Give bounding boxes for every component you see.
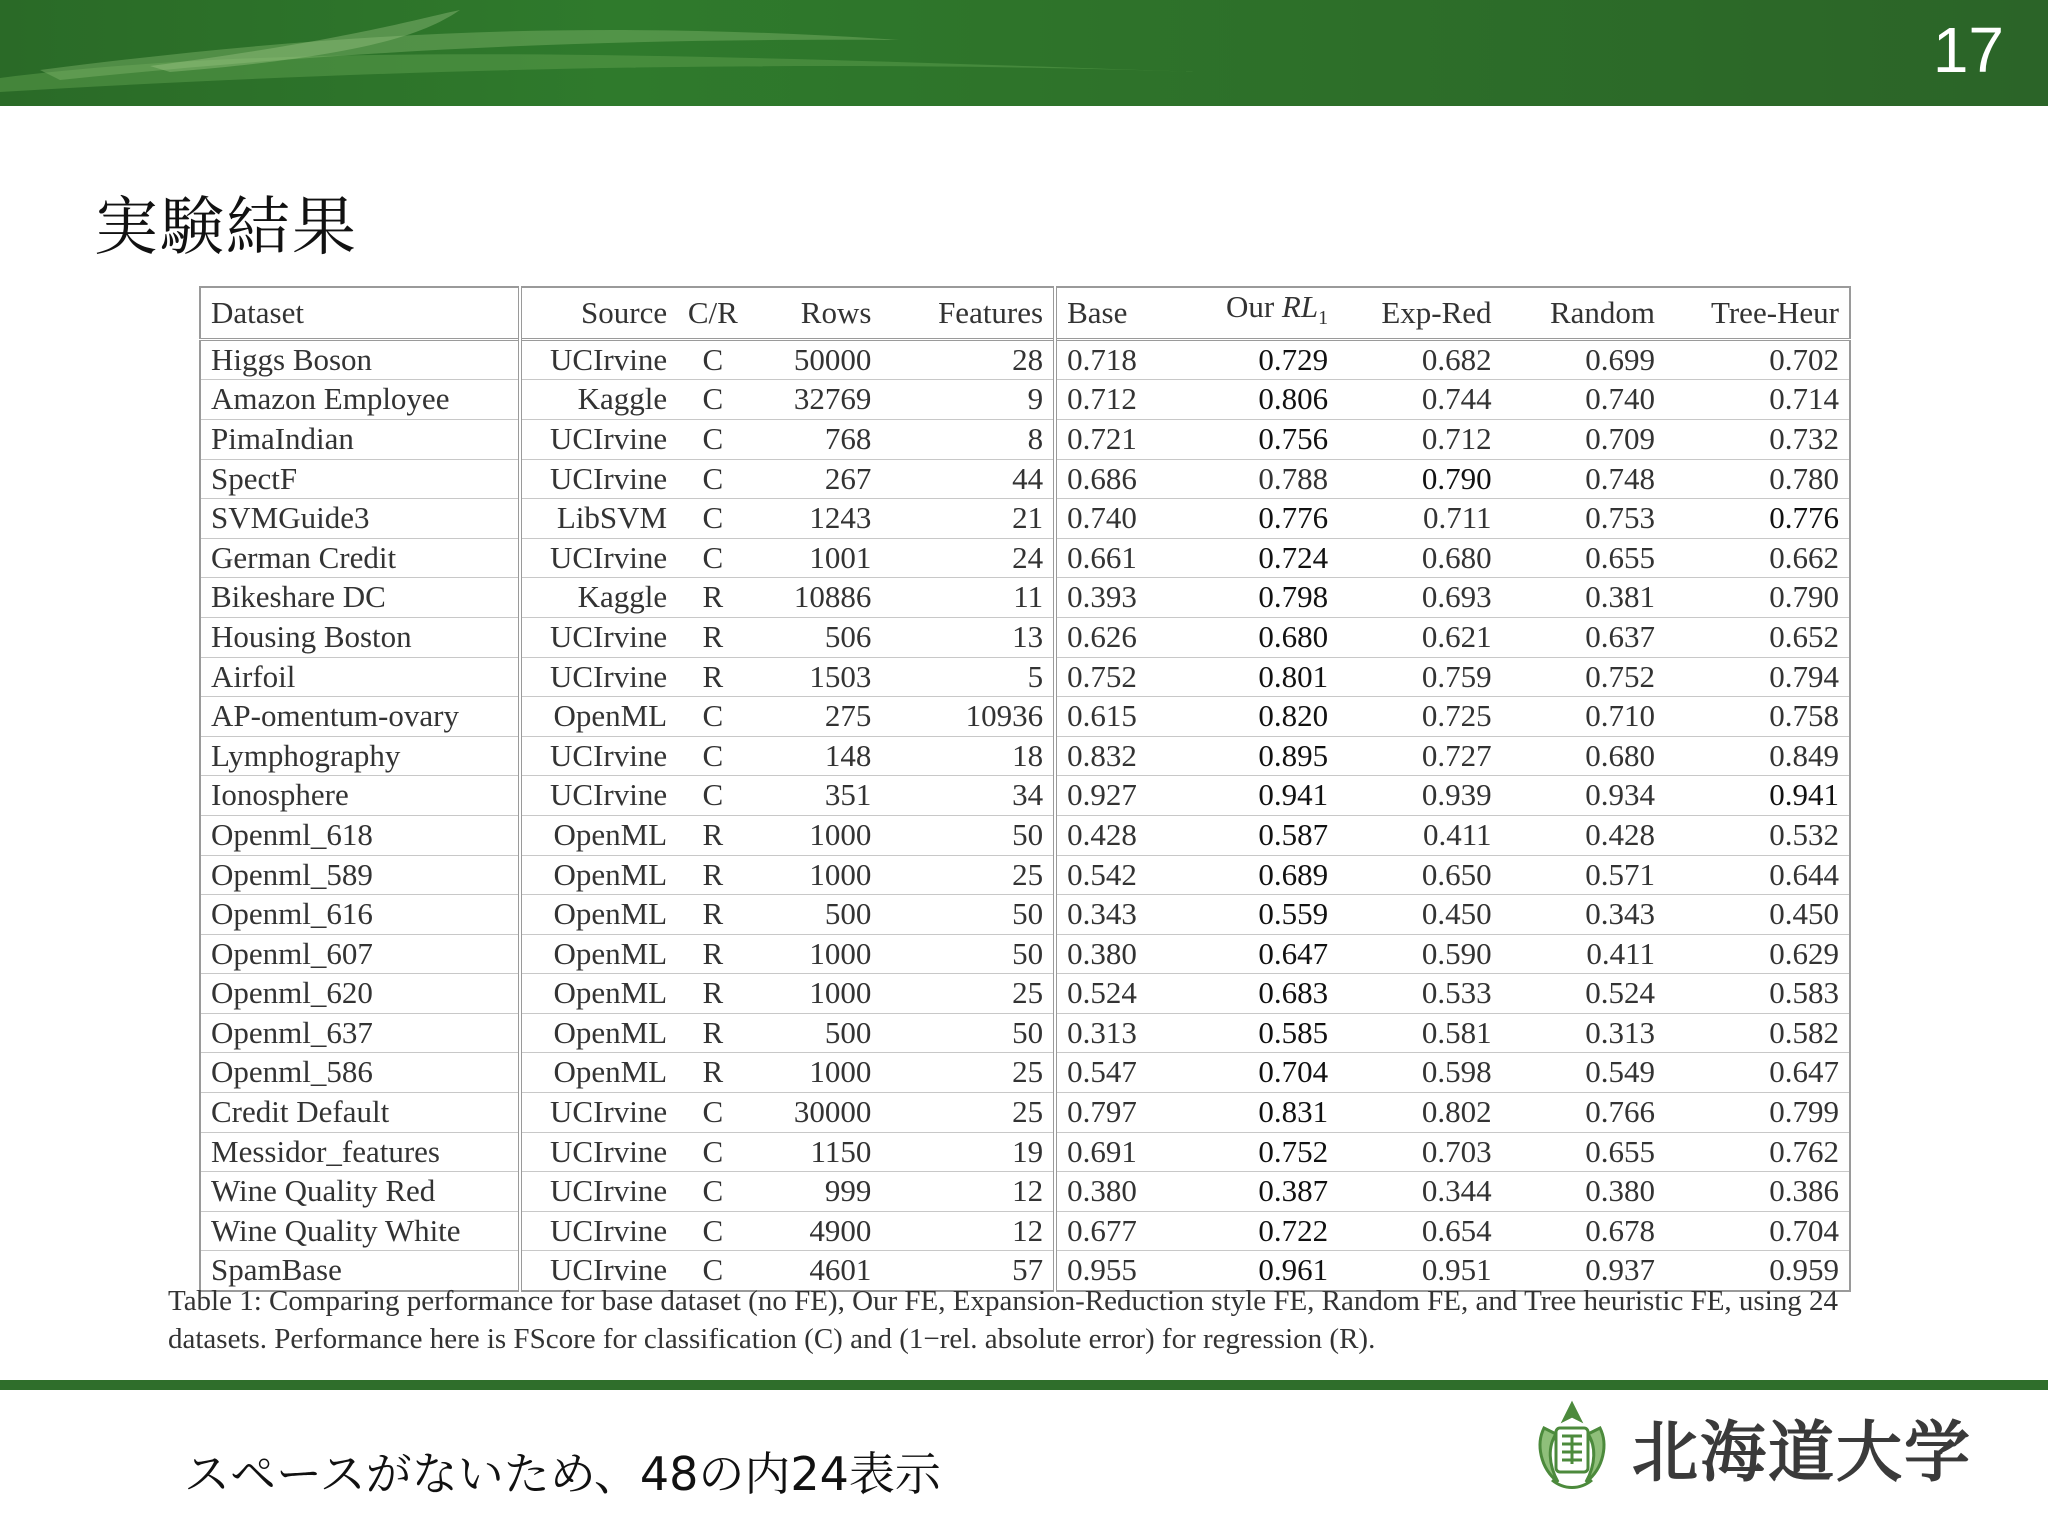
header-cr: C/R — [677, 287, 748, 339]
table-row — [200, 697, 1850, 737]
cell-random: 0.709 — [1502, 419, 1665, 459]
table-row — [200, 459, 1850, 499]
cell-base: 0.615 — [1055, 697, 1175, 737]
cell-random: 0.710 — [1502, 697, 1665, 737]
cell-source: OpenML — [520, 974, 677, 1014]
cell-rows: 506 — [749, 617, 882, 657]
cell-exp: 0.590 — [1338, 934, 1501, 974]
cell-base: 0.677 — [1055, 1211, 1175, 1251]
cell-base: 0.927 — [1055, 776, 1175, 816]
cell-base: 0.752 — [1055, 657, 1175, 697]
cell-dataset: Bikeshare DC — [200, 578, 520, 618]
table-row — [200, 855, 1850, 895]
cell-exp: 0.680 — [1338, 538, 1501, 578]
cell-rows: 275 — [749, 697, 882, 737]
cell-features: 8 — [881, 419, 1055, 459]
cell-ours: 0.729 — [1258, 341, 1329, 377]
cell-source: UCIrvine — [520, 339, 677, 380]
slide-title: 実験結果 — [94, 191, 358, 265]
cell-source: UCIrvine — [520, 459, 677, 499]
cell-source: UCIrvine — [520, 1251, 677, 1291]
table-row — [200, 974, 1850, 1014]
cell-dataset: Openml_616 — [200, 895, 520, 935]
cell-tree: 0.758 — [1665, 697, 1850, 737]
table-row — [200, 1172, 1850, 1212]
results-table — [199, 286, 1851, 1292]
table-row — [200, 776, 1850, 816]
cell-source: OpenML — [520, 895, 677, 935]
cell-exp: 0.344 — [1338, 1172, 1501, 1212]
banner-swoosh-decoration — [0, 0, 2048, 106]
cell-features: 44 — [881, 459, 1055, 499]
cell-ours: 0.801 — [1175, 657, 1338, 697]
cell-cr: R — [677, 578, 748, 618]
cell-cr: C — [677, 1132, 748, 1172]
cell-features: 13 — [881, 617, 1055, 657]
cell-random: 0.381 — [1502, 578, 1665, 618]
cell-exp: 0.727 — [1338, 736, 1501, 776]
cell-cr: R — [677, 657, 748, 697]
header-ours — [1175, 287, 1338, 339]
cell-tree: 0.629 — [1665, 934, 1850, 974]
cell-cr: R — [677, 895, 748, 935]
table-body — [200, 339, 1850, 1291]
cell-exp: 0.703 — [1338, 1132, 1501, 1172]
cell-tree: 0.959 — [1665, 1251, 1850, 1291]
cell-source: UCIrvine — [520, 776, 677, 816]
cell-base: 0.740 — [1055, 499, 1175, 539]
cell-exp: 0.682 — [1421, 341, 1492, 377]
table-row — [200, 578, 1850, 618]
cell-features: 5 — [881, 657, 1055, 697]
cell-rows: 500 — [749, 895, 882, 935]
cell-ours: 0.831 — [1175, 1093, 1338, 1133]
cell-source: Kaggle — [520, 380, 677, 420]
cell-source: UCIrvine — [520, 1093, 677, 1133]
table-row — [200, 934, 1850, 974]
cell-dataset: Housing Boston — [200, 617, 520, 657]
table-row — [200, 419, 1850, 459]
header-base: Base — [1055, 287, 1175, 339]
cell-cr: C — [702, 341, 724, 377]
cell-rows: 1243 — [749, 499, 882, 539]
cell-random: 0.748 — [1502, 459, 1665, 499]
table-row — [200, 538, 1850, 578]
cell-rows: 1000 — [749, 855, 882, 895]
table-row — [200, 499, 1850, 539]
cell-ours: 0.704 — [1175, 1053, 1338, 1093]
cell-ours: 0.776 — [1175, 499, 1338, 539]
cell-cr: C — [677, 697, 748, 737]
cell-random: 0.637 — [1502, 617, 1665, 657]
cell-features: 10936 — [881, 697, 1055, 737]
cell-tree: 0.647 — [1665, 1053, 1850, 1093]
cell-dataset: Openml_618 — [200, 815, 520, 855]
cell-ours: 0.798 — [1175, 578, 1338, 618]
cell-base: 0.313 — [1055, 1013, 1175, 1053]
cell-source: OpenML — [520, 1053, 677, 1093]
cell-dataset: Higgs Boson — [211, 341, 373, 377]
cell-random: 0.699 — [1585, 341, 1656, 377]
cell-base: 0.691 — [1055, 1132, 1175, 1172]
cell-random: 0.740 — [1502, 380, 1665, 420]
cell-source: UCIrvine — [520, 538, 677, 578]
cell-rows: 1000 — [749, 1053, 882, 1093]
cell-base: 0.712 — [1055, 380, 1175, 420]
cell-random: 0.343 — [1502, 895, 1665, 935]
cell-base: 0.524 — [1055, 974, 1175, 1014]
cell-cr: C — [677, 499, 748, 539]
cell-dataset: German Credit — [200, 538, 520, 578]
cell-ours: 0.722 — [1175, 1211, 1338, 1251]
cell-dataset: PimaIndian — [200, 419, 520, 459]
cell-exp: 0.693 — [1338, 578, 1501, 618]
university-logo — [1530, 1398, 1972, 1494]
slide-number: 17 — [1932, 14, 2004, 86]
cell-source: UCIrvine — [520, 657, 677, 697]
cell-exp: 0.711 — [1338, 499, 1501, 539]
footer-rule — [0, 1380, 2048, 1390]
header-exp-red: Exp-Red — [1338, 287, 1501, 339]
cell-features: 34 — [881, 776, 1055, 816]
cell-exp: 0.712 — [1338, 419, 1501, 459]
cell-source: OpenML — [520, 855, 677, 895]
cell-rows: 32769 — [749, 380, 882, 420]
cell-source: UCIrvine — [520, 1172, 677, 1212]
table-row — [200, 815, 1850, 855]
cell-rows: 1000 — [749, 815, 882, 855]
cell-dataset: SpamBase — [200, 1251, 520, 1291]
cell-tree: 0.644 — [1665, 855, 1850, 895]
cell-exp: 0.650 — [1338, 855, 1501, 895]
cell-random: 0.428 — [1502, 815, 1665, 855]
cell-cr: R — [677, 974, 748, 1014]
cell-source: OpenML — [520, 934, 677, 974]
cell-exp: 0.951 — [1338, 1251, 1501, 1291]
cell-dataset: Openml_586 — [200, 1053, 520, 1093]
cell-source: OpenML — [520, 1013, 677, 1053]
cell-rows: 768 — [749, 419, 882, 459]
cell-source: OpenML — [520, 697, 677, 737]
cell-random: 0.766 — [1502, 1093, 1665, 1133]
cell-rows: 267 — [749, 459, 882, 499]
cell-tree: 0.450 — [1665, 895, 1850, 935]
cell-dataset: Openml_620 — [200, 974, 520, 1014]
cell-base: 0.832 — [1055, 736, 1175, 776]
cell-tree: 0.582 — [1665, 1013, 1850, 1053]
cell-base: 0.955 — [1055, 1251, 1175, 1291]
cell-base: 0.797 — [1055, 1093, 1175, 1133]
cell-source: UCIrvine — [520, 736, 677, 776]
cell-ours: 0.689 — [1175, 855, 1338, 895]
cell-cr: C — [677, 1172, 748, 1212]
cell-random: 0.571 — [1502, 855, 1665, 895]
header-dataset: Dataset — [200, 287, 520, 339]
cell-random: 0.524 — [1502, 974, 1665, 1014]
header-ours-rl: RL — [1281, 289, 1319, 324]
cell-features: 25 — [881, 974, 1055, 1014]
cell-tree: 0.532 — [1665, 815, 1850, 855]
cell-base: 0.380 — [1055, 1172, 1175, 1212]
cell-base: 0.542 — [1055, 855, 1175, 895]
cell-tree: 0.790 — [1665, 578, 1850, 618]
table-row — [200, 1211, 1850, 1251]
cell-dataset: Ionosphere — [200, 776, 520, 816]
cell-cr: C — [677, 380, 748, 420]
cell-tree: 0.762 — [1665, 1132, 1850, 1172]
cell-ours: 0.587 — [1175, 815, 1338, 855]
table-caption: Table 1: Comparing performance for base dataset (no FE), Our FE, Expansion-Reduction style FE, Random FE, and Tree heuristic FE, using 24 datasets. Performance here is FScore for classification (C) and (1−rel. absolute error) for regression (R). — [168, 1285, 1839, 1355]
cell-ours: 0.806 — [1175, 380, 1338, 420]
cell-ours: 0.387 — [1175, 1172, 1338, 1212]
cell-cr: C — [677, 459, 748, 499]
cell-rows: 999 — [749, 1172, 882, 1212]
header-source: Source — [520, 287, 677, 339]
cell-cr: C — [677, 736, 748, 776]
table-row — [200, 1013, 1850, 1053]
cell-dataset: Wine Quality Red — [200, 1172, 520, 1212]
cell-rows: 1150 — [749, 1132, 882, 1172]
cell-tree: 0.849 — [1665, 736, 1850, 776]
cell-exp: 0.450 — [1338, 895, 1501, 935]
cell-dataset: AP-omentum-ovary — [200, 697, 520, 737]
header-tree-heur: Tree-Heur — [1665, 287, 1850, 339]
cell-exp: 0.411 — [1338, 815, 1501, 855]
cell-features: 24 — [881, 538, 1055, 578]
table-row — [200, 339, 1850, 380]
cell-source: UCIrvine — [520, 617, 677, 657]
cell-ours: 0.647 — [1175, 934, 1338, 974]
cell-random: 0.937 — [1502, 1251, 1665, 1291]
cell-tree: 0.704 — [1665, 1211, 1850, 1251]
cell-cr: C — [677, 1093, 748, 1133]
cell-rows: 500 — [749, 1013, 882, 1053]
header-ours-prefix: Our — [1225, 289, 1282, 324]
cell-source: UCIrvine — [520, 1211, 677, 1251]
cell-tree: 0.794 — [1665, 657, 1850, 697]
cell-tree: 0.941 — [1665, 776, 1850, 816]
cell-cr: C — [677, 1251, 748, 1291]
table-row — [200, 895, 1850, 935]
cell-tree: 0.702 — [1769, 341, 1839, 377]
cell-exp: 0.939 — [1338, 776, 1501, 816]
cell-dataset: Openml_589 — [200, 855, 520, 895]
cell-base: 0.721 — [1055, 419, 1175, 459]
cell-source: UCIrvine — [520, 419, 677, 459]
cell-dataset: Openml_607 — [200, 934, 520, 974]
cell-exp: 0.759 — [1338, 657, 1501, 697]
cell-base: 0.686 — [1055, 459, 1175, 499]
cell-random: 0.411 — [1502, 934, 1665, 974]
hokkaido-university-emblem-icon — [1530, 1398, 1614, 1494]
cell-dataset: SVMGuide3 — [200, 499, 520, 539]
cell-cr: C — [677, 1211, 748, 1251]
cell-features: 57 — [881, 1251, 1055, 1291]
header-features: Features — [881, 287, 1055, 339]
cell-ours: 0.788 — [1175, 459, 1338, 499]
cell-ours: 0.941 — [1175, 776, 1338, 816]
table-row — [200, 617, 1850, 657]
cell-ours: 0.895 — [1175, 736, 1338, 776]
cell-random: 0.655 — [1502, 538, 1665, 578]
cell-base: 0.718 — [1055, 339, 1175, 380]
cell-base: 0.343 — [1055, 895, 1175, 935]
cell-source: Kaggle — [520, 578, 677, 618]
header-rows: Rows — [749, 287, 882, 339]
cell-tree: 0.799 — [1665, 1093, 1850, 1133]
cell-ours: 0.585 — [1175, 1013, 1338, 1053]
cell-rows: 1000 — [749, 934, 882, 974]
cell-rows: 1503 — [749, 657, 882, 697]
cell-cr: C — [677, 419, 748, 459]
cell-tree: 0.776 — [1665, 499, 1850, 539]
cell-features: 25 — [881, 1093, 1055, 1133]
cell-random: 0.655 — [1502, 1132, 1665, 1172]
cell-random: 0.934 — [1502, 776, 1665, 816]
cell-tree: 0.652 — [1665, 617, 1850, 657]
header-random: Random — [1502, 287, 1665, 339]
cell-dataset: Openml_637 — [200, 1013, 520, 1053]
cell-features: 9 — [881, 380, 1055, 420]
cell-exp: 0.598 — [1338, 1053, 1501, 1093]
cell-base: 0.547 — [1055, 1053, 1175, 1093]
cell-random: 0.752 — [1502, 657, 1665, 697]
cell-dataset: Amazon Employee — [200, 380, 520, 420]
cell-features: 28 — [1012, 341, 1044, 377]
header-ours-sub: 1 — [1318, 307, 1329, 330]
cell-features: 21 — [881, 499, 1055, 539]
cell-features: 50 — [881, 895, 1055, 935]
cell-ours: 0.683 — [1175, 974, 1338, 1014]
cell-random: 0.753 — [1502, 499, 1665, 539]
cell-ours: 0.756 — [1175, 419, 1338, 459]
cell-features: 19 — [881, 1132, 1055, 1172]
table-row — [200, 1132, 1850, 1172]
header-banner — [0, 0, 2048, 106]
cell-random: 0.549 — [1502, 1053, 1665, 1093]
cell-cr: R — [677, 617, 748, 657]
cell-tree: 0.732 — [1665, 419, 1850, 459]
table-row — [200, 657, 1850, 697]
cell-cr: R — [677, 934, 748, 974]
cell-ours: 0.820 — [1175, 697, 1338, 737]
cell-source: OpenML — [520, 815, 677, 855]
cell-features: 11 — [881, 578, 1055, 618]
cell-dataset: Wine Quality White — [200, 1211, 520, 1251]
cell-features: 25 — [881, 855, 1055, 895]
footnote: スペースがないため、48の内24表示 — [184, 1447, 941, 1501]
cell-dataset: Credit Default — [200, 1093, 520, 1133]
cell-tree: 0.714 — [1665, 380, 1850, 420]
cell-ours: 0.752 — [1175, 1132, 1338, 1172]
cell-exp: 0.533 — [1338, 974, 1501, 1014]
cell-exp: 0.621 — [1338, 617, 1501, 657]
cell-tree: 0.386 — [1665, 1172, 1850, 1212]
cell-ours: 0.961 — [1175, 1251, 1338, 1291]
cell-features: 50 — [881, 934, 1055, 974]
cell-rows: 30000 — [749, 1093, 882, 1133]
cell-ours: 0.680 — [1175, 617, 1338, 657]
cell-rows: 10886 — [749, 578, 882, 618]
cell-exp: 0.790 — [1338, 459, 1501, 499]
cell-rows: 4601 — [749, 1251, 882, 1291]
results-table-container — [199, 286, 1851, 1292]
cell-rows: 4900 — [749, 1211, 882, 1251]
cell-exp: 0.802 — [1338, 1093, 1501, 1133]
cell-features: 50 — [881, 1013, 1055, 1053]
cell-features: 12 — [881, 1211, 1055, 1251]
cell-ours: 0.559 — [1175, 895, 1338, 935]
cell-exp: 0.654 — [1338, 1211, 1501, 1251]
table-row — [200, 1053, 1850, 1093]
table-row — [200, 1093, 1850, 1133]
cell-tree: 0.583 — [1665, 974, 1850, 1014]
table-header — [200, 287, 1850, 339]
cell-random: 0.380 — [1502, 1172, 1665, 1212]
cell-dataset: SpectF — [200, 459, 520, 499]
table-row — [200, 736, 1850, 776]
cell-rows: 148 — [749, 736, 882, 776]
cell-base: 0.428 — [1055, 815, 1175, 855]
cell-base: 0.393 — [1055, 578, 1175, 618]
cell-random: 0.313 — [1502, 1013, 1665, 1053]
cell-features: 25 — [881, 1053, 1055, 1093]
cell-exp: 0.744 — [1338, 380, 1501, 420]
header-row — [200, 287, 1850, 339]
cell-source: UCIrvine — [520, 1132, 677, 1172]
cell-features: 50 — [881, 815, 1055, 855]
cell-base: 0.626 — [1055, 617, 1175, 657]
cell-rows: 1000 — [749, 974, 882, 1014]
cell-base: 0.661 — [1055, 538, 1175, 578]
cell-cr: R — [677, 1053, 748, 1093]
university-name: 北海道大学 — [1632, 1412, 1972, 1491]
cell-dataset: Messidor_features — [200, 1132, 520, 1172]
cell-rows: 1001 — [749, 538, 882, 578]
cell-cr: C — [677, 776, 748, 816]
cell-rows: 351 — [749, 776, 882, 816]
cell-dataset: Airfoil — [200, 657, 520, 697]
cell-source: LibSVM — [520, 499, 677, 539]
table-row — [200, 380, 1850, 420]
cell-ours: 0.724 — [1175, 538, 1338, 578]
cell-exp: 0.581 — [1338, 1013, 1501, 1053]
cell-exp: 0.725 — [1338, 697, 1501, 737]
cell-tree: 0.780 — [1665, 459, 1850, 499]
cell-features: 12 — [881, 1172, 1055, 1212]
cell-cr: C — [677, 538, 748, 578]
cell-rows: 50000 — [793, 341, 872, 377]
cell-cr: R — [677, 815, 748, 855]
cell-cr: R — [677, 1013, 748, 1053]
cell-random: 0.678 — [1502, 1211, 1665, 1251]
cell-cr: R — [677, 855, 748, 895]
cell-dataset: Lymphography — [200, 736, 520, 776]
cell-features: 18 — [881, 736, 1055, 776]
cell-tree: 0.662 — [1665, 538, 1850, 578]
cell-random: 0.680 — [1502, 736, 1665, 776]
cell-base: 0.380 — [1055, 934, 1175, 974]
